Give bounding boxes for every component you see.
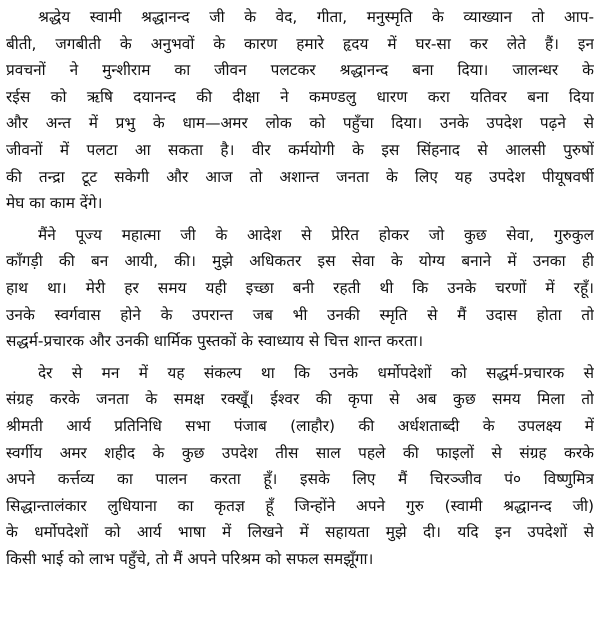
text-line: श्रीमती आर्य प्रतिनिधि सभा पंजाब (लाहौर) की अर्धशताब्दी के उपलक्ष्य में xyxy=(6,416,594,435)
paragraph-3 xyxy=(6,360,594,573)
text-line: बीती, जगबीती के अनुभवों के कारण हमारे हृदय में घर-सा कर लेते हैं। इन xyxy=(6,34,594,53)
text-line: के धर्मोपदेशों को आर्य भाषा में लिखने में सहायता मुझे दी। यदि इन उपदेशों से xyxy=(6,523,594,542)
text-line: सिद्धान्तालंकार लुधियाना का कृतज्ञ हूँ जिन्होंने अपने गुरु (स्वामी श्रद्धानन्द जी) xyxy=(6,496,594,515)
text-line: देर से मन में यह संकल्प था कि उनके धर्मोपदेशों को सद्धर्म-प्रचारक से xyxy=(38,363,594,382)
text-line: काँगड़ी की बन आयी, की। मुझे अधिकतर इस सेवा के योग्य बनाने में उनका ही xyxy=(6,252,594,271)
text-line: अपने कर्त्तव्य का पालन करता हूँ। इसके लिए मैं चिरञ्जीव पं० विष्णुमित्र xyxy=(6,470,594,489)
text-line: और अन्त में प्रभु के धाम—अमर लोक को पहुँचा दिया। उनके उपदेश पढ़ने से xyxy=(6,114,594,133)
text-line: उनके स्वर्गवास होने के उपरान्त जब भी उनकी स्मृति से मैं उदास होता तो xyxy=(6,305,594,324)
text-line: मेघ का काम देंगे। xyxy=(6,194,103,213)
text-line: सद्धर्म-प्रचारक और उनकी धार्मिक पुस्तकों के स्वाध्याय से चित्त शान्त करता। xyxy=(6,332,424,351)
text-line: जीवनों में पलटा आ सकता है। वीर कर्मयोगी के इस सिंहनाद से आलसी पुरुषों xyxy=(6,140,594,159)
text-line: रईस को ऋषि दयानन्द की दीक्षा ने कमण्डलु धारण करा यतिवर बना दिया xyxy=(6,87,594,106)
paragraph-2 xyxy=(6,222,594,355)
text-line: किसी भाई को लाभ पहुँचे, तो मैं अपने परिश्रम को सफल समझूँगा। xyxy=(6,549,374,568)
paragraph-1 xyxy=(6,4,594,217)
text-line: संग्रह करके जनता के समक्ष रक्खूँ। ईश्वर की कृपा से अब कुछ समय मिला तो xyxy=(6,390,594,409)
text-line: प्रवचनों ने मुन्शीराम का जीवन पलटकर श्रद्धानन्द बना दिया। जालन्धर के xyxy=(6,61,594,80)
text-line: मैंने पूज्य महात्मा जी के आदेश से प्रेरित होकर जो कुछ सेवा, गुरुकुल xyxy=(38,225,594,244)
text-line: की तन्द्रा टूट सकेगी और आज तो अशान्त जनता के लिए यह उपदेश पीयूषवर्षी xyxy=(6,167,594,186)
text-line: हाथ था। मेरी हर समय यही इच्छा बनी रहती थी कि उनके चरणों में रहूँ। xyxy=(6,278,594,297)
text-line: श्रद्धेय स्वामी श्रद्धानन्द जी के वेद, गीता, मनुस्मृति के व्याख्यान तो आप- xyxy=(38,8,594,26)
text-line: स्वर्गीय अमर शहीद के कुछ उपदेश तीस साल पहले की फाइलों से संग्रह करके xyxy=(6,443,594,462)
